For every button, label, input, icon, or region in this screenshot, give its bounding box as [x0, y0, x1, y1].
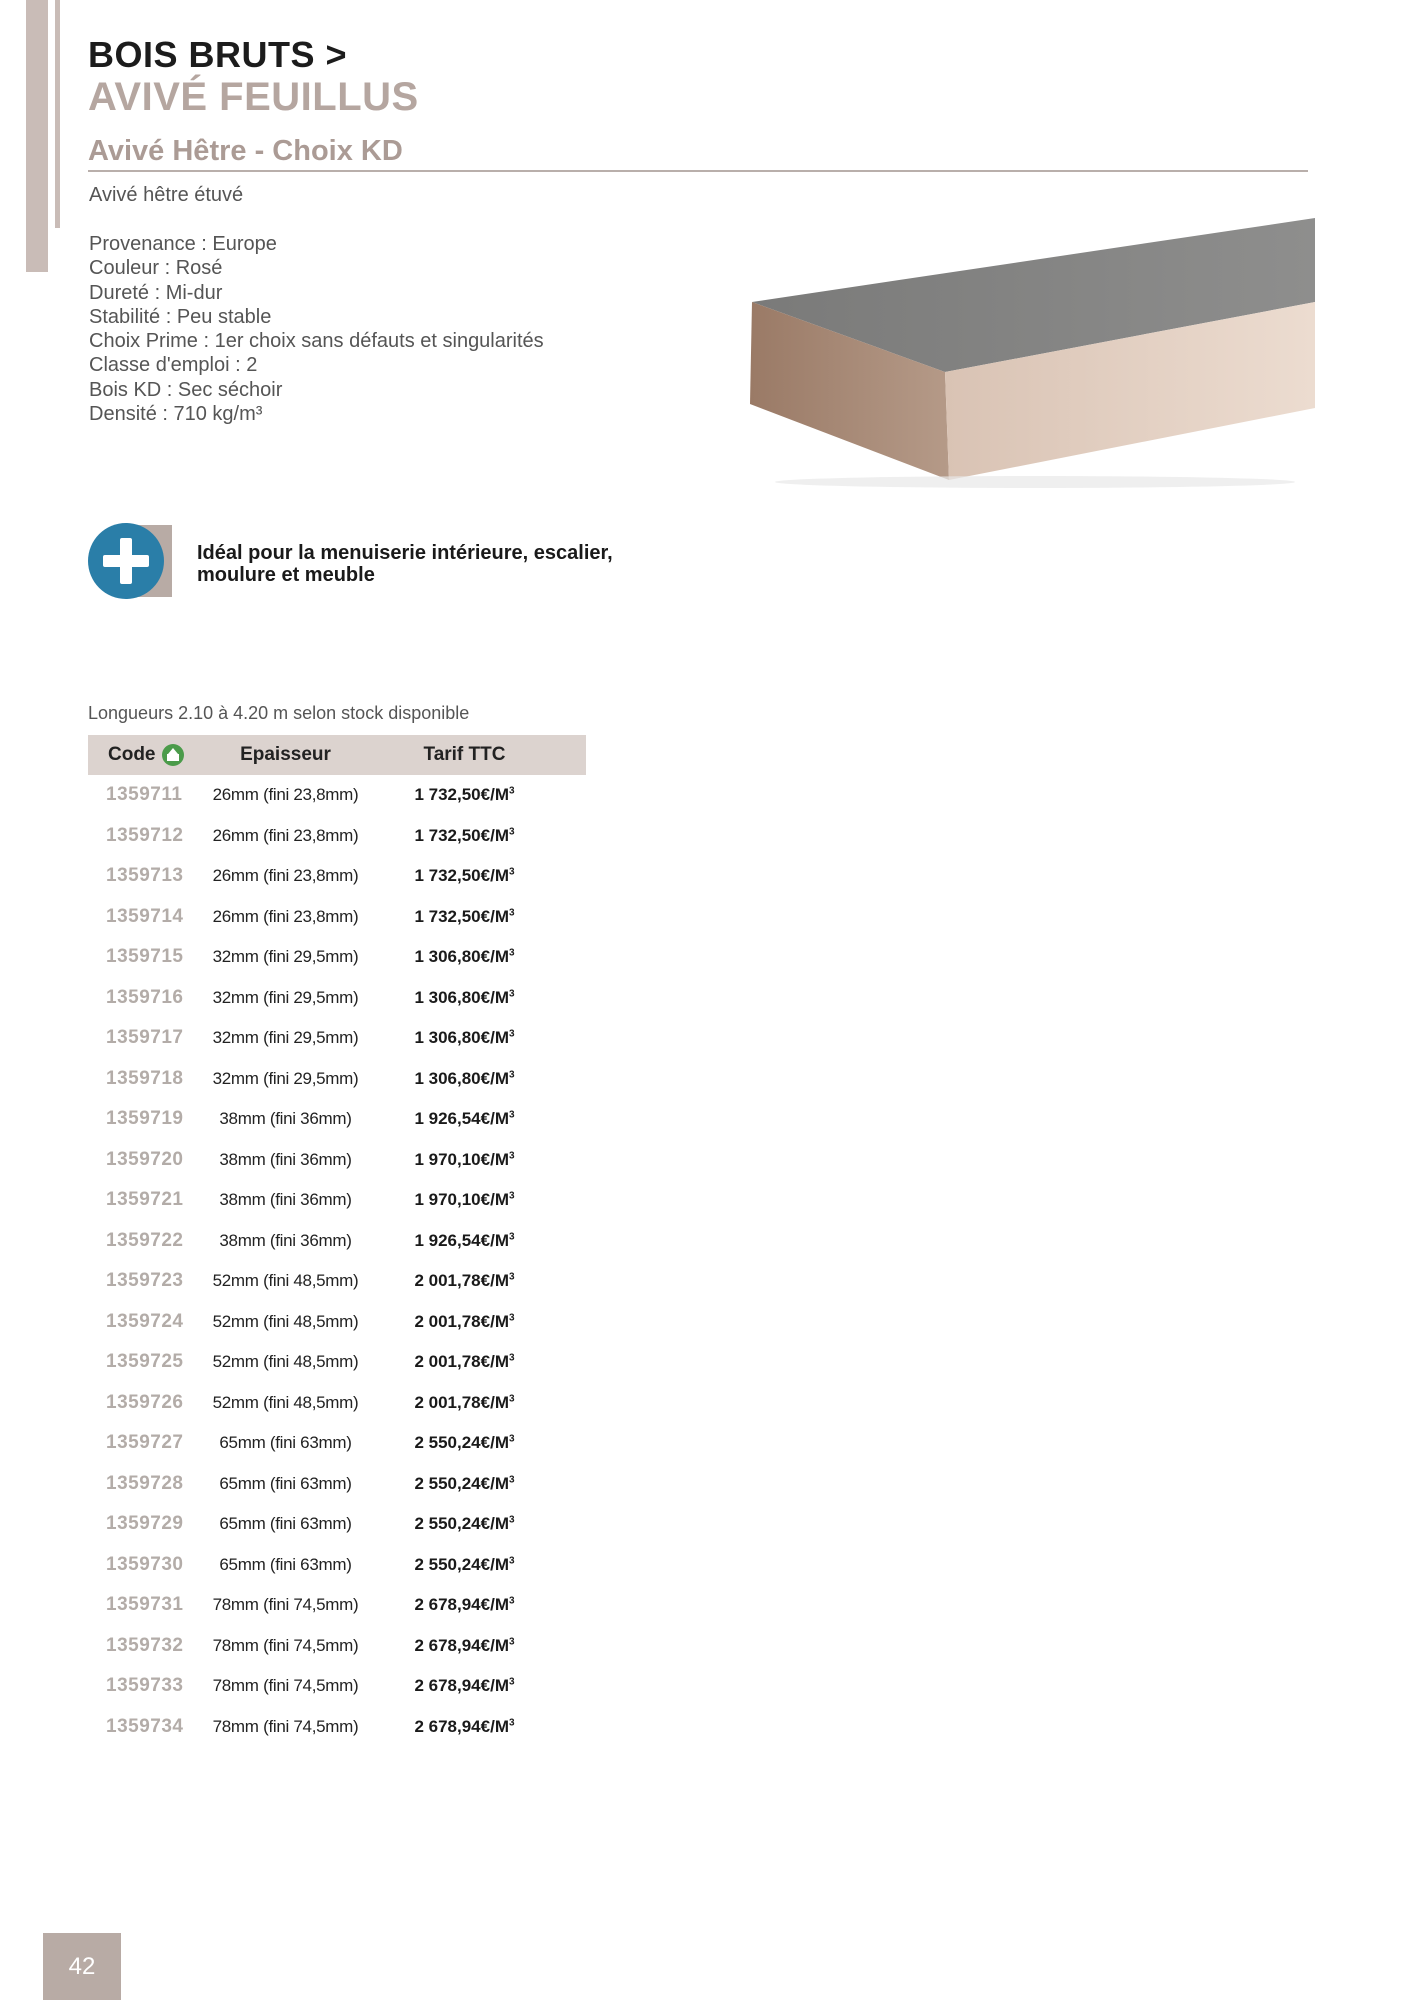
- header-epaisseur: Epaisseur: [240, 744, 331, 765]
- price: [363, 1555, 586, 1575]
- table-row: [88, 1261, 586, 1302]
- price-unit: €/M: [480, 1554, 509, 1574]
- price: [363, 1433, 586, 1453]
- price-unit: €/M: [480, 1676, 509, 1696]
- table-row: [88, 775, 586, 816]
- price-unit-exponent: 3: [508, 1069, 515, 1081]
- price-unit-exponent: 3: [508, 1231, 515, 1243]
- price-unit-exponent: 3: [508, 826, 515, 838]
- price: [363, 1676, 586, 1696]
- spec-item: Bois KD : Sec séchoir: [89, 378, 283, 401]
- header-code: [88, 744, 208, 766]
- product-code: 1359731: [106, 1594, 184, 1616]
- price-value: 1 970,10: [414, 1149, 481, 1169]
- price-unit: €/M: [480, 866, 509, 886]
- price-value: 1 926,54: [414, 1230, 481, 1250]
- price-value: 1 306,80: [414, 1028, 481, 1048]
- page-number: 42: [43, 1933, 121, 2000]
- thickness: 78mm (fini 74,5mm): [212, 1635, 359, 1655]
- thickness: 32mm (fini 29,5mm): [212, 1028, 359, 1048]
- price-unit: €/M: [480, 1149, 509, 1169]
- price-unit-exponent: 3: [508, 1717, 515, 1729]
- decorative-side-line: [55, 0, 60, 228]
- price: [363, 1190, 586, 1210]
- price: [363, 1231, 586, 1251]
- table-row: [88, 1585, 586, 1626]
- category-subtitle: AVIVÉ FEUILLUS: [88, 75, 419, 119]
- price-value: 1 732,50: [414, 866, 481, 886]
- thickness: 78mm (fini 74,5mm): [212, 1676, 359, 1696]
- product-code: 1359726: [106, 1391, 184, 1413]
- table-row: [88, 1504, 586, 1545]
- price-unit: €/M: [480, 1190, 509, 1210]
- table-row: [88, 937, 586, 978]
- price-unit-exponent: 3: [508, 1636, 515, 1648]
- thickness: 32mm (fini 29,5mm): [212, 1068, 359, 1088]
- price-value: 2 678,94: [414, 1635, 481, 1655]
- title-divider: [88, 170, 1308, 172]
- price-unit: €/M: [480, 1311, 509, 1331]
- price-unit: €/M: [480, 987, 509, 1007]
- table-row: [88, 1018, 586, 1059]
- price-unit: €/M: [480, 1109, 509, 1129]
- price-unit: €/M: [480, 906, 509, 926]
- product-intro: Avivé hêtre étuvé: [89, 184, 244, 206]
- ideal-usage-text: [197, 542, 717, 586]
- price-unit-exponent: 3: [508, 1474, 515, 1486]
- header-code-label: Code: [108, 744, 156, 765]
- price-unit-exponent: 3: [508, 1555, 515, 1567]
- price-value: 2 550,24: [414, 1514, 481, 1534]
- eco-house-icon: [162, 744, 184, 766]
- product-code: 1359714: [106, 905, 184, 927]
- price: [363, 866, 586, 886]
- price-value: 2 550,24: [414, 1433, 481, 1453]
- price: [363, 1474, 586, 1494]
- header-tarif: Tarif TTC: [423, 744, 506, 765]
- price-unit-exponent: 3: [508, 1312, 515, 1324]
- price-value: 1 306,80: [414, 987, 481, 1007]
- price-unit-exponent: 3: [508, 947, 515, 959]
- price-value: 1 732,50: [414, 825, 481, 845]
- price: [363, 947, 586, 967]
- price-value: 2 001,78: [414, 1392, 481, 1412]
- price-value: 2 550,24: [414, 1554, 481, 1574]
- price-value: 2 001,78: [414, 1271, 481, 1291]
- thickness: 52mm (fini 48,5mm): [212, 1352, 359, 1372]
- table-row: [88, 1464, 586, 1505]
- price-value: 1 970,10: [414, 1190, 481, 1210]
- price-unit-exponent: 3: [508, 1514, 515, 1526]
- price-unit-exponent: 3: [508, 1028, 515, 1040]
- ideal-line-2: moulure et meuble: [197, 564, 375, 586]
- price: [363, 1150, 586, 1170]
- price-value: 1 732,50: [414, 785, 481, 805]
- table-row: [88, 1666, 586, 1707]
- price-unit-exponent: 3: [508, 866, 515, 878]
- product-code: 1359734: [106, 1715, 184, 1737]
- price-value: 2 001,78: [414, 1352, 481, 1372]
- price: [363, 1595, 586, 1615]
- spec-list: [89, 232, 544, 426]
- price-unit-exponent: 3: [508, 785, 515, 797]
- price-unit: €/M: [480, 1352, 509, 1372]
- product-code: 1359728: [106, 1472, 184, 1494]
- table-row: [88, 1221, 586, 1262]
- price-unit: €/M: [480, 1230, 509, 1250]
- price: [363, 1514, 586, 1534]
- spec-item: Dureté : Mi-dur: [89, 281, 223, 304]
- thickness: 26mm (fini 23,8mm): [212, 866, 359, 886]
- price-value: 2 550,24: [414, 1473, 481, 1493]
- price-value: 1 732,50: [414, 906, 481, 926]
- table-header: [88, 735, 586, 775]
- price-value: 1 306,80: [414, 947, 481, 967]
- price-unit: €/M: [480, 947, 509, 967]
- price: [363, 826, 586, 846]
- product-code: 1359729: [106, 1513, 184, 1535]
- price-unit: €/M: [480, 825, 509, 845]
- product-code: 1359716: [106, 986, 184, 1008]
- price-unit: €/M: [480, 1028, 509, 1048]
- table-row: [88, 1180, 586, 1221]
- product-code: 1359713: [106, 865, 184, 887]
- price: [363, 1109, 586, 1129]
- price: [363, 1028, 586, 1048]
- table-row: [88, 978, 586, 1019]
- advantage-badge: [88, 523, 184, 599]
- product-code: 1359727: [106, 1432, 184, 1454]
- thickness: 26mm (fini 23,8mm): [212, 785, 359, 805]
- thickness: 78mm (fini 74,5mm): [212, 1716, 359, 1736]
- price-unit-exponent: 3: [508, 1352, 515, 1364]
- beech-board-image: [745, 190, 1315, 490]
- price-unit: €/M: [480, 1514, 509, 1534]
- price: [363, 1393, 586, 1413]
- thickness: 65mm (fini 63mm): [219, 1433, 352, 1453]
- table-row: [88, 1423, 586, 1464]
- product-code: 1359717: [106, 1027, 184, 1049]
- thickness: 52mm (fini 48,5mm): [212, 1271, 359, 1291]
- spec-item: Choix Prime : 1er choix sans défauts et singularités: [89, 330, 544, 353]
- price-unit: €/M: [480, 1595, 509, 1615]
- spec-item: Stabilité : Peu stable: [89, 305, 272, 328]
- product-title: Avivé Hêtre - Choix KD: [88, 135, 403, 167]
- product-code: 1359723: [106, 1270, 184, 1292]
- price-unit: €/M: [480, 1716, 509, 1736]
- table-row: [88, 816, 586, 857]
- price: [363, 1717, 586, 1737]
- product-code: 1359722: [106, 1229, 184, 1251]
- price-unit-exponent: 3: [508, 1109, 515, 1121]
- product-code: 1359712: [106, 824, 184, 846]
- table-row: [88, 1545, 586, 1586]
- table-row: [88, 1383, 586, 1424]
- price-unit-exponent: 3: [508, 1190, 515, 1202]
- thickness: 65mm (fini 63mm): [219, 1514, 352, 1534]
- price: [363, 1069, 586, 1089]
- thickness: 38mm (fini 36mm): [219, 1190, 352, 1210]
- product-code: 1359711: [106, 784, 183, 806]
- table-row: [88, 1707, 586, 1748]
- price-unit-exponent: 3: [508, 1433, 515, 1445]
- product-code: 1359718: [106, 1067, 184, 1089]
- price: [363, 1636, 586, 1656]
- product-code: 1359720: [106, 1148, 184, 1170]
- price: [363, 785, 586, 805]
- price-unit-exponent: 3: [508, 1150, 515, 1162]
- product-code: 1359721: [106, 1189, 184, 1211]
- price: [363, 1271, 586, 1291]
- price: [363, 907, 586, 927]
- thickness: 78mm (fini 74,5mm): [212, 1595, 359, 1615]
- thickness: 26mm (fini 23,8mm): [212, 825, 359, 845]
- product-code: 1359724: [106, 1310, 184, 1332]
- price-unit-exponent: 3: [508, 1271, 515, 1283]
- price: [363, 1312, 586, 1332]
- thickness: 26mm (fini 23,8mm): [212, 906, 359, 926]
- price-unit-exponent: 3: [508, 1595, 515, 1607]
- price-unit-exponent: 3: [508, 988, 515, 1000]
- price-unit: €/M: [480, 1433, 509, 1453]
- table-row: [88, 1342, 586, 1383]
- spec-item: Classe d'emploi : 2: [89, 354, 258, 377]
- product-code: 1359732: [106, 1634, 184, 1656]
- thickness: 38mm (fini 36mm): [219, 1109, 352, 1129]
- price-unit-exponent: 3: [508, 1393, 515, 1405]
- lengths-note: Longueurs 2.10 à 4.20 m selon stock disponible: [88, 703, 470, 723]
- table-row: [88, 1302, 586, 1343]
- thickness: 32mm (fini 29,5mm): [212, 987, 359, 1007]
- table-row: [88, 1140, 586, 1181]
- price-unit: €/M: [480, 1392, 509, 1412]
- thickness: 32mm (fini 29,5mm): [212, 947, 359, 967]
- price-unit: €/M: [480, 785, 509, 805]
- ideal-line-1: Idéal pour la menuiserie intérieure, escalier,: [197, 542, 613, 564]
- price-value: 1 306,80: [414, 1068, 481, 1088]
- table-body: [88, 775, 586, 1747]
- product-code: 1359730: [106, 1553, 184, 1575]
- thickness: 65mm (fini 63mm): [219, 1554, 352, 1574]
- price-value: 2 678,94: [414, 1716, 481, 1736]
- spec-item: Provenance : Europe: [89, 233, 277, 255]
- product-code: 1359733: [106, 1675, 184, 1697]
- spec-item: Couleur : Rosé: [89, 257, 223, 280]
- price-table: [88, 735, 586, 1747]
- price-unit-exponent: 3: [508, 1676, 515, 1688]
- table-row: [88, 1099, 586, 1140]
- table-row: [88, 856, 586, 897]
- price-unit: €/M: [480, 1473, 509, 1493]
- thickness: 38mm (fini 36mm): [219, 1230, 352, 1250]
- price-value: 1 926,54: [414, 1109, 481, 1129]
- spec-item: Densité : 710 kg/m³: [89, 403, 263, 426]
- price-unit: €/M: [480, 1068, 509, 1088]
- price-unit: €/M: [480, 1635, 509, 1655]
- thickness: 52mm (fini 48,5mm): [212, 1392, 359, 1412]
- price-value: 2 678,94: [414, 1676, 481, 1696]
- decorative-side-bar: [26, 0, 48, 272]
- price-unit: €/M: [480, 1271, 509, 1291]
- table-row: [88, 1059, 586, 1100]
- table-row: [88, 897, 586, 938]
- category-title: BOIS BRUTS >: [88, 34, 348, 75]
- price: [363, 1352, 586, 1372]
- thickness: 52mm (fini 48,5mm): [212, 1311, 359, 1331]
- price-unit-exponent: 3: [508, 907, 515, 919]
- product-code: 1359725: [106, 1351, 184, 1373]
- price-value: 2 678,94: [414, 1595, 481, 1615]
- table-row: [88, 1626, 586, 1667]
- price-value: 2 001,78: [414, 1311, 481, 1331]
- product-code: 1359715: [106, 946, 184, 968]
- price: [363, 988, 586, 1008]
- thickness: 65mm (fini 63mm): [219, 1473, 352, 1493]
- product-code: 1359719: [106, 1108, 184, 1130]
- thickness: 38mm (fini 36mm): [219, 1149, 352, 1169]
